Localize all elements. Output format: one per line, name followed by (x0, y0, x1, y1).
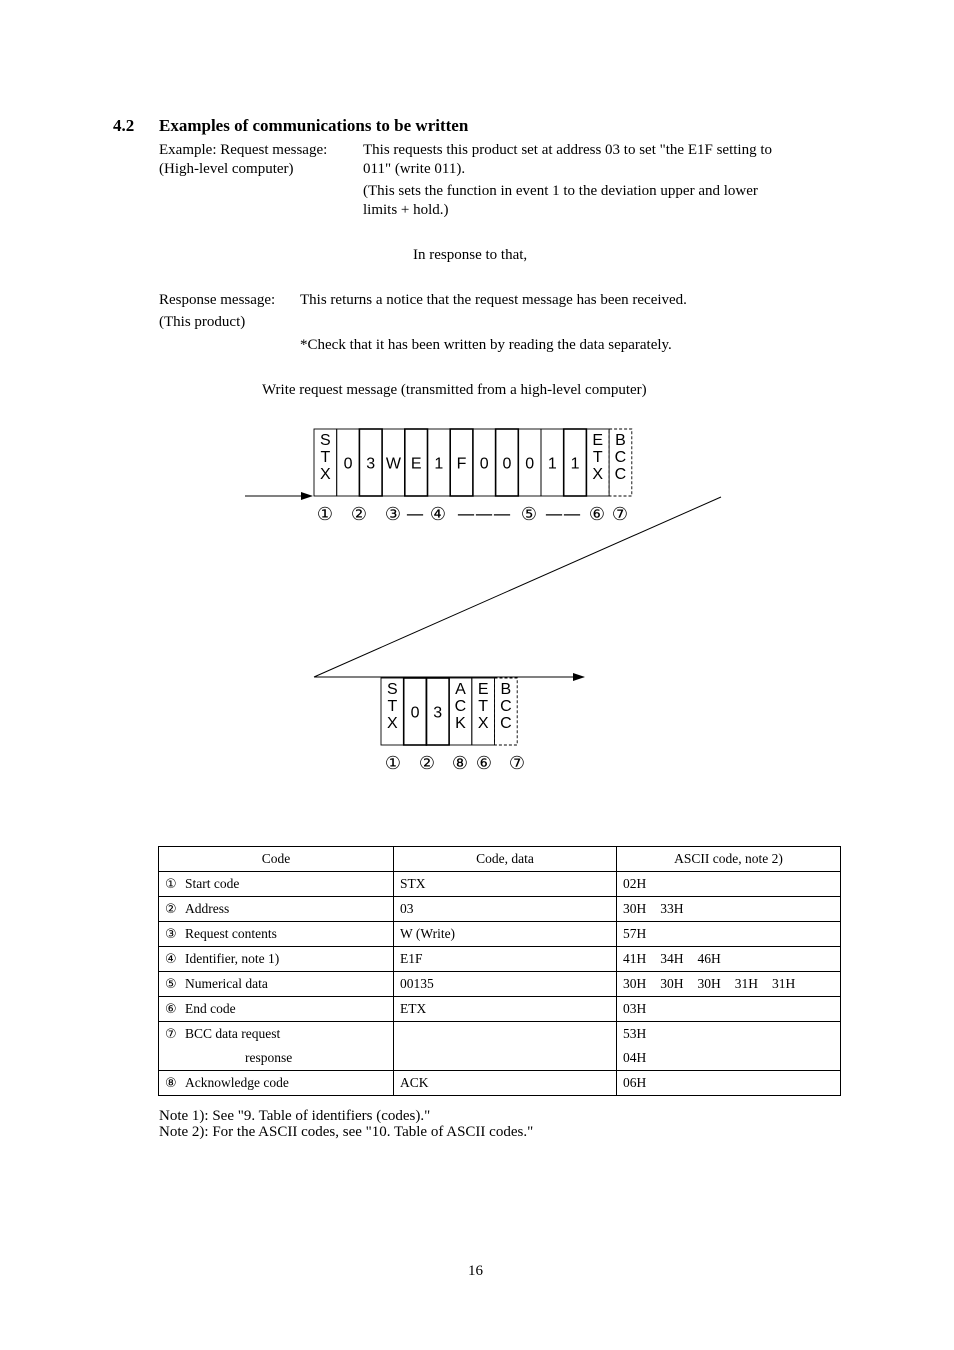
diagram-caption: Write request message (transmitted from a high-level computer) (262, 382, 647, 398)
code-name-cell: ⑧ Acknowledge code (159, 1071, 394, 1096)
code-name-cell: ③ Request contents (159, 922, 394, 947)
response-field-marker: ⑦ (508, 753, 526, 774)
ascii-cell: 57H (617, 922, 841, 947)
header-ascii: ASCII code, note 2) (617, 847, 841, 872)
ascii-cell: 06H (617, 1071, 841, 1096)
ascii-cell: 41H 34H 46H (617, 947, 841, 972)
code-data-cell: STX (394, 872, 617, 897)
response-cell-char: S (387, 681, 398, 698)
response-cell-char: B (500, 681, 512, 698)
request-cell-char: T (592, 449, 603, 466)
response-label-line2: (This product) (159, 314, 246, 330)
response-cell-char: 3 (433, 704, 443, 722)
request-field-marker: — (406, 504, 424, 525)
request-cell-char: 0 (343, 455, 353, 473)
response-field-marker: ⑥ (475, 753, 493, 774)
request-label-line2: (High-level computer) (159, 161, 294, 177)
code-name-cell: ④ Identifier, note 1) (159, 947, 394, 972)
ascii-cell: 04H (617, 1046, 841, 1071)
code-name-cell: ⑥ End code (159, 997, 394, 1022)
request-field-marker: ⑦ (611, 504, 629, 525)
table-body (159, 872, 841, 1096)
request-cell-char: 0 (479, 455, 489, 473)
header-code: Code (159, 847, 394, 872)
response-cell-char: C (500, 715, 512, 732)
code-data-cell: 03 (394, 897, 617, 922)
check-note: *Check that it has been written by reading the data separately. (300, 337, 672, 353)
code-data-cell: W (Write) (394, 922, 617, 947)
request-cell-char: 1 (570, 455, 580, 473)
table-row (159, 997, 841, 1022)
request-cell-char: B (615, 432, 626, 449)
request-field-markers (317, 504, 628, 525)
request-field-marker: ④ (429, 504, 447, 525)
table-header-row (159, 847, 841, 872)
request-cell-char: X (592, 466, 604, 483)
note-2: Note 2): For the ASCII codes, see "10. Table of ASCII codes." (159, 1124, 534, 1140)
request-field-marker: ——— (457, 504, 511, 525)
request-cell-char: C (614, 449, 627, 466)
table-row (159, 972, 841, 997)
request-cell-char: E (410, 455, 422, 473)
response-cell-char: C (454, 698, 467, 715)
request-cell-char: 0 (502, 455, 512, 473)
response-field-markers (385, 753, 525, 774)
response-cell-char: E (477, 681, 489, 698)
code-name-cell: ① Start code (159, 872, 394, 897)
table-row (159, 947, 841, 972)
request-desc-line1: This requests this product set at address 03 to set "the E1F setting to (363, 142, 772, 158)
ascii-cell: 30H 33H (617, 897, 841, 922)
code-data-cell: E1F (394, 947, 617, 972)
response-field-marker: ① (384, 753, 402, 774)
response-cell-char: K (455, 715, 466, 732)
code-data-cell: ACK (394, 1071, 617, 1096)
request-desc-line3: (This sets the function in event 1 to the deviation upper and lower (363, 183, 758, 199)
response-description: This returns a notice that the request message has been received. (300, 292, 687, 308)
note-1: Note 1): See "9. Table of identifiers (codes)." (159, 1108, 431, 1124)
code-name-cell: ⑤ Numerical data (159, 972, 394, 997)
section-title: Examples of communications to be written (159, 116, 469, 135)
request-cell-char: S (320, 432, 331, 449)
response-field-marker: ⑧ (451, 753, 469, 774)
response-cell-char: T (387, 698, 398, 715)
turnaround-line (314, 497, 721, 677)
request-field-marker: ② (350, 504, 368, 525)
response-cell-char: T (478, 698, 489, 715)
code-table (158, 846, 841, 1096)
request-cell-char: T (320, 449, 331, 466)
request-message-frame (314, 429, 632, 496)
notes (159, 1108, 533, 1140)
table-row (159, 1022, 841, 1047)
request-desc-line2: 011" (write 011). (363, 161, 466, 177)
response-cell-char: X (387, 715, 398, 732)
request-cell-char: X (320, 466, 331, 483)
response-message-frame (381, 678, 517, 745)
response-cell-char: 0 (410, 704, 420, 722)
request-cell-char: 1 (547, 455, 557, 473)
response-cell-char: X (477, 715, 489, 732)
code-data-cell: ETX (394, 997, 617, 1022)
code-name-cell: response (159, 1046, 394, 1071)
response-cell-char: C (500, 698, 512, 715)
request-desc-line4: limits + hold.) (363, 202, 449, 218)
request-cell-char: 1 (434, 455, 444, 473)
request-field-marker: ③ (384, 504, 402, 525)
page-number: 16 (468, 1263, 483, 1279)
request-field-marker: ① (316, 504, 334, 525)
request-field-marker: ⑥ (588, 504, 606, 525)
ascii-cell: 02H (617, 872, 841, 897)
table-row (159, 1071, 841, 1096)
request-cell-char: W (385, 455, 402, 473)
request-cell-char: F (456, 455, 467, 473)
response-field-marker: ② (418, 753, 436, 774)
table-row (159, 872, 841, 897)
ascii-cell: 53H (617, 1022, 841, 1047)
request-cell-char: C (614, 466, 627, 483)
table-row (159, 922, 841, 947)
response-cell-char: A (455, 681, 466, 698)
in-response-text: In response to that, (413, 247, 528, 263)
table-row (159, 897, 841, 922)
ascii-cell: 30H 30H 30H 31H 31H (617, 972, 841, 997)
header-code-data: Code, data (394, 847, 617, 872)
request-cell-char: 0 (525, 455, 535, 473)
request-cell-char: 3 (366, 455, 376, 473)
code-name-cell: ⑦ BCC data request (159, 1022, 394, 1047)
response-label-line1: Response message: (159, 292, 276, 308)
ascii-cell: 03H (617, 997, 841, 1022)
section-number: 4.2 (113, 116, 135, 135)
code-data-cell (394, 1022, 617, 1071)
code-name-cell: ② Address (159, 897, 394, 922)
request-cell-char: E (592, 432, 604, 449)
request-field-marker: —— (545, 504, 581, 525)
code-data-cell: 00135 (394, 972, 617, 997)
request-label-line1: Example: Request message: (159, 142, 328, 158)
request-field-marker: ⑤ (520, 504, 538, 525)
